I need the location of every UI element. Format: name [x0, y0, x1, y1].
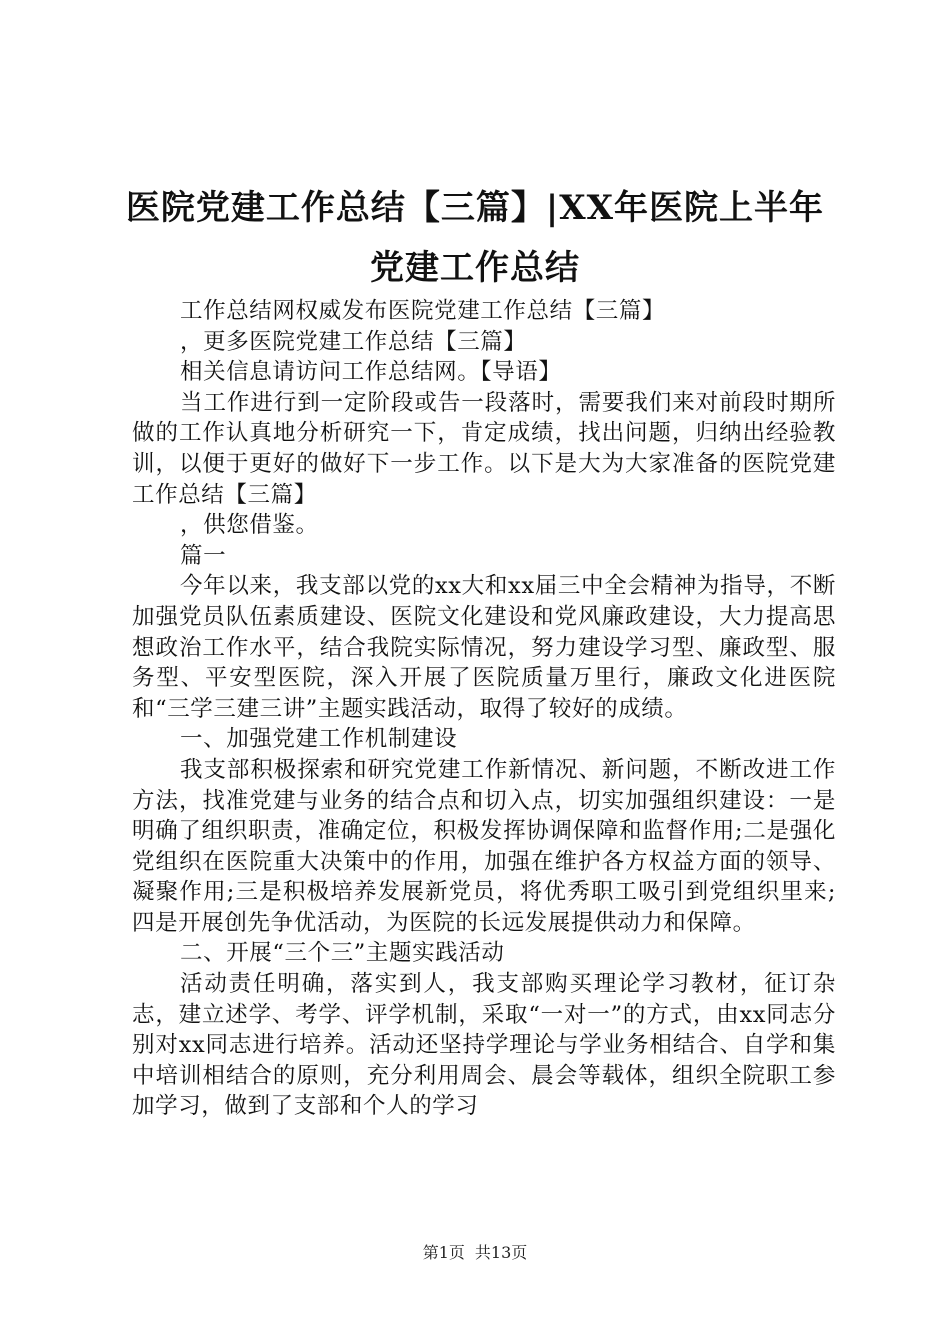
document-title-line-2: 党建工作总结: [370, 248, 580, 288]
section-heading-2: 二、开展“三个三”主题实践活动: [180, 940, 505, 967]
paragraph-intro-1: 工作总结网权威发布医院党建工作总结【三篇】: [180, 298, 666, 324]
document-title-line-1: 医院党建工作总结【三篇】|XX年医院上半年: [125, 188, 825, 228]
paragraph-intro-2: ，更多医院党建工作总结【三篇】: [180, 328, 527, 355]
paragraph-intro-3: 相关信息请访问工作总结网。【导语】: [180, 359, 562, 386]
page-footer: [0, 1243, 950, 1263]
page-number: 第1页: [422, 1243, 465, 1262]
paragraph-part-one-summary: 今年以来，我支部以党的xx大和xx届三中全会精神为指导，不断加强党员队伍素质建设、医院文化建设和党风廉政建设，大力提高思想政治工作水平，结合我院实际情况，努力建设学习型、廉政型、服务型、平安型医院，深入开展了医院质量万里行，廉政文化进医院和“三学三建三讲”主题实践活动，取得了较好的成绩。: [132, 573, 836, 722]
paragraph-section-1: 我支部积极探索和研究党建工作新情况、新问题，不断改进工作方法，找准党建与业务的结合点和切入点，切实加强组织建设：一是明确了组织职责，准确定位，积极发挥协调保障和监督作用;二是强化党组织在医院重大决策中的作用，加强在维护各方权益方面的领导、凝聚作用;三是积极培养发展新党员，将优秀职工吸引到党组织里来;四是开展创先争优活动，为医院的长远发展提供动力和保障。: [132, 756, 836, 936]
document-body: [132, 296, 836, 1122]
paragraph-preface-tail: ，供您借鉴。: [180, 512, 319, 539]
section-heading-part-one: 篇一: [180, 542, 227, 569]
section-heading-1: 一、加强党建工作机制建设: [180, 726, 458, 753]
paragraph-preface: 当工作进行到一定阶段或告一段落时，需要我们来对前段时期所做的工作认真地分析研究一下，肯定成绩，找出问题，归纳出经验教训，以便于更好的做好下一步工作。以下是大为大家准备的医院党建工作总结【三篇】: [132, 389, 836, 508]
paragraph-section-2: 活动责任明确，落实到人，我支部购买理论学习教材，征订杂志，建立述学、考学、评学机制，采取“一对一”的方式，由xx同志分别对xx同志进行培养。活动还坚持学理论与学业务相结合、自学和集中培训相结合的原则，充分利用周会、晨会等载体，组织全院职工参加学习，做到了支部和个人的学习: [132, 971, 836, 1120]
page-total: 共13页: [474, 1243, 528, 1262]
